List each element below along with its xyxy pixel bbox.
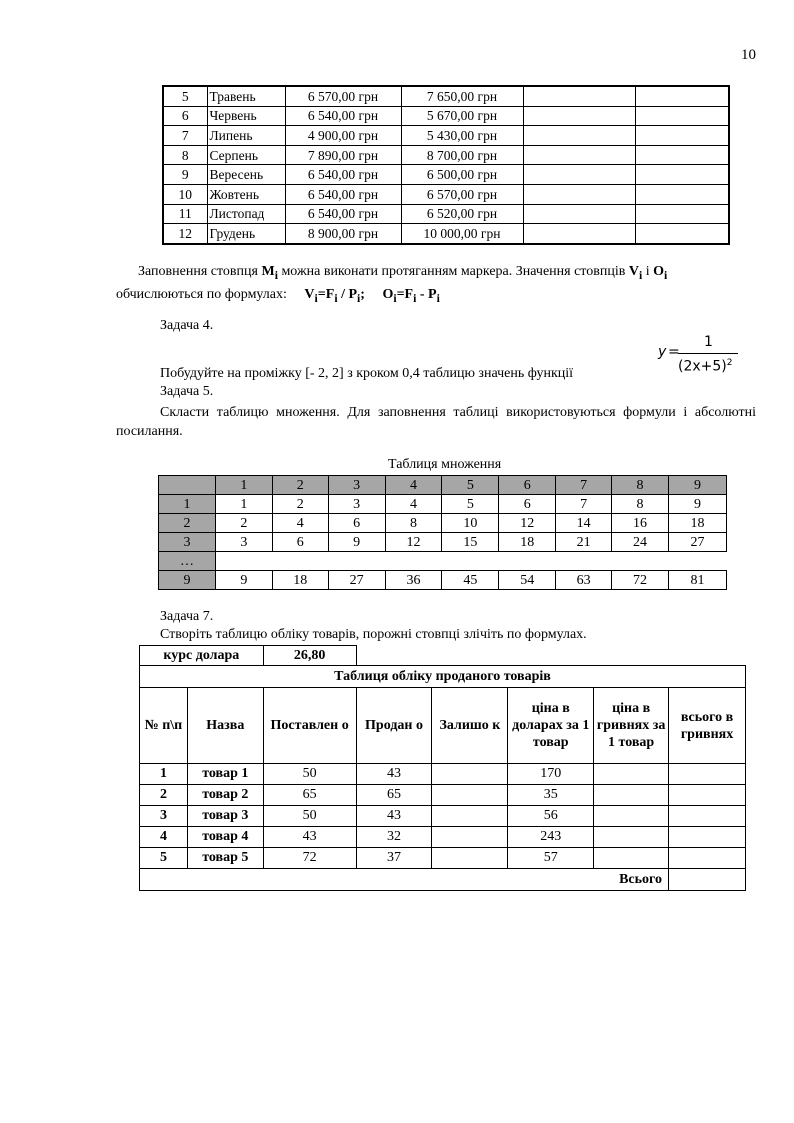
mult-cell: 15	[442, 533, 499, 552]
mult-cell: 6	[272, 533, 328, 552]
goods-number: 1	[140, 764, 188, 785]
mult-cell: 14	[556, 514, 612, 533]
goods-supplied: 50	[263, 806, 356, 827]
page-number: 10	[741, 47, 756, 63]
mult-row-label: 9	[159, 571, 216, 590]
goods-price-uah	[594, 764, 669, 785]
goods-name: товар 1	[187, 764, 263, 785]
goods-price-usd: 57	[508, 848, 594, 869]
month-number: 10	[163, 184, 207, 204]
mult-header-cell: 8	[612, 476, 669, 495]
goods-price-uah	[594, 827, 669, 848]
goods-row	[140, 827, 746, 848]
mult-cell: 9	[328, 533, 385, 552]
goods-name: товар 3	[187, 806, 263, 827]
total-label: Всього	[140, 869, 669, 891]
mult-cell: 3	[328, 495, 385, 514]
goods-price-uah	[594, 785, 669, 806]
month-row	[163, 145, 729, 165]
month-empty-cell	[523, 126, 635, 146]
mult-row	[159, 533, 727, 552]
goods-remaining	[432, 848, 508, 869]
goods-header-cell: всього в гривнях	[669, 688, 746, 764]
month-empty-cell	[523, 145, 635, 165]
month-fact: 6 570,00 грн	[401, 184, 523, 204]
goods-remaining	[432, 827, 508, 848]
month-empty-cell	[523, 165, 635, 185]
month-number: 12	[163, 224, 207, 244]
goods-name: товар 5	[187, 848, 263, 869]
formula-numerator: 1	[704, 334, 713, 350]
month-empty-cell	[635, 106, 729, 126]
mult-cell: 3	[215, 533, 272, 552]
goods-header-cell: Залишо к	[432, 688, 508, 764]
mult-cell: 12	[385, 533, 442, 552]
goods-header-cell: ціна в гривнях за 1 товар	[594, 688, 669, 764]
goods-supplied: 43	[263, 827, 356, 848]
month-empty-cell	[635, 224, 729, 244]
rate-value: 26,80	[263, 646, 356, 666]
month-fact: 5 670,00 грн	[401, 106, 523, 126]
mult-header-cell: 2	[272, 476, 328, 495]
mult-cell: 4	[385, 495, 442, 514]
mult-header-cell: 1	[215, 476, 272, 495]
month-empty-cell	[635, 86, 729, 106]
month-fact: 8 700,00 грн	[401, 145, 523, 165]
goods-supplied: 50	[263, 764, 356, 785]
goods-header-cell: Назва	[187, 688, 263, 764]
month-number: 5	[163, 86, 207, 106]
mult-cell: 10	[442, 514, 499, 533]
goods-price-uah	[594, 848, 669, 869]
mult-cell: 21	[556, 533, 612, 552]
mult-cell: 8	[385, 514, 442, 533]
goods-total-uah	[669, 806, 746, 827]
goods-table	[139, 645, 746, 891]
month-plan: 6 540,00 грн	[285, 204, 401, 224]
mult-cell: 24	[612, 533, 669, 552]
goods-total-uah	[669, 785, 746, 806]
mult-cell: 1	[215, 495, 272, 514]
task7-title: Задача 7.	[160, 609, 214, 624]
mult-row	[159, 571, 727, 590]
month-empty-cell	[523, 224, 635, 244]
month-empty-cell	[523, 106, 635, 126]
month-number: 8	[163, 145, 207, 165]
mult-cell: 45	[442, 571, 499, 590]
month-empty-cell	[635, 165, 729, 185]
goods-supplied: 65	[263, 785, 356, 806]
mult-header-cell: 3	[328, 476, 385, 495]
month-row	[163, 165, 729, 185]
month-name: Вересень	[207, 165, 285, 185]
month-plan: 6 540,00 грн	[285, 184, 401, 204]
paragraph-fill-columns: Заповнення стовпця $M_i$ можна виконати протяганням маркера. Значення стовпців $V_i$ і $O_i$ обчислюються по формулах: $V_i=F_i / P_i$; $O_i=F_i - P_i$	[116, 264, 668, 305]
goods-header-cell: ціна в доларах за 1 товар	[508, 688, 594, 764]
month-fact: 6 520,00 грн	[401, 204, 523, 224]
mult-cell: 2	[215, 514, 272, 533]
month-fact: 5 430,00 грн	[401, 126, 523, 146]
mult-cell: 18	[499, 533, 556, 552]
mult-cell: 72	[612, 571, 669, 590]
goods-row	[140, 764, 746, 785]
month-number: 7	[163, 126, 207, 146]
goods-header-cell: Продан о	[356, 688, 432, 764]
mult-header-row	[159, 476, 727, 495]
mult-table-caption: Таблиця множення	[388, 457, 502, 472]
mult-header-cell: 9	[669, 476, 727, 495]
month-number: 6	[163, 106, 207, 126]
month-plan: 6 540,00 грн	[285, 165, 401, 185]
mult-cell: 6	[499, 495, 556, 514]
month-name: Жовтень	[207, 184, 285, 204]
goods-row	[140, 806, 746, 827]
goods-remaining	[432, 764, 508, 785]
goods-price-usd: 35	[508, 785, 594, 806]
goods-price-usd: 56	[508, 806, 594, 827]
mult-cell: 6	[328, 514, 385, 533]
month-name: Травень	[207, 86, 285, 106]
mult-cell: 54	[499, 571, 556, 590]
multiplication-table	[158, 475, 727, 590]
mult-row-label: 1	[159, 495, 216, 514]
goods-sold: 43	[356, 806, 432, 827]
mult-cell: 36	[385, 571, 442, 590]
month-plan: 4 900,00 грн	[285, 126, 401, 146]
mult-corner-cell	[159, 476, 216, 495]
task4-text: Побудуйте на проміжку [- 2, 2] з кроком 0,4 таблицю значень функції	[160, 366, 574, 381]
mult-cell: 4	[272, 514, 328, 533]
goods-total-uah	[669, 848, 746, 869]
mult-row-label: 3	[159, 533, 216, 552]
month-plan: 8 900,00 грн	[285, 224, 401, 244]
mult-cell: 9	[215, 571, 272, 590]
month-plan: 6 540,00 грн	[285, 106, 401, 126]
goods-sold: 32	[356, 827, 432, 848]
goods-name: товар 2	[187, 785, 263, 806]
goods-total-uah	[669, 827, 746, 848]
task5-text: Скласти таблицю множення. Для заповнення таблиці використовуються формули і абсолютні посилання.	[116, 405, 756, 439]
month-plan: 6 570,00 грн	[285, 86, 401, 106]
goods-number: 2	[140, 785, 188, 806]
goods-name: товар 4	[187, 827, 263, 848]
mult-cell: 27	[669, 533, 727, 552]
formula-eq: =	[668, 344, 680, 360]
goods-supplied: 72	[263, 848, 356, 869]
goods-sold: 43	[356, 764, 432, 785]
mult-cell: 7	[556, 495, 612, 514]
goods-header-cell: Поставлен о	[263, 688, 356, 764]
goods-sold: 65	[356, 785, 432, 806]
month-number: 11	[163, 204, 207, 224]
mult-row	[159, 514, 727, 533]
mult-cell: 27	[328, 571, 385, 590]
month-empty-cell	[523, 184, 635, 204]
months-table	[162, 85, 730, 245]
month-empty-cell	[635, 126, 729, 146]
formula-lhs: y	[658, 344, 667, 360]
month-fact: 6 500,00 грн	[401, 165, 523, 185]
task4-title: Задача 4.	[160, 318, 214, 333]
mult-cell: 16	[612, 514, 669, 533]
mult-cell: 9	[669, 495, 727, 514]
mult-ellipsis-row	[159, 552, 727, 571]
task5-title: Задача 5.	[160, 384, 214, 399]
formula-denominator: $(2x+5)^2$	[678, 358, 733, 375]
goods-price-uah	[594, 806, 669, 827]
month-fact: 10 000,00 грн	[401, 224, 523, 244]
mult-header-cell: 4	[385, 476, 442, 495]
month-name: Грудень	[207, 224, 285, 244]
month-plan: 7 890,00 грн	[285, 145, 401, 165]
mult-cell: 5	[442, 495, 499, 514]
goods-header-cell: № п\п	[140, 688, 188, 764]
month-row	[163, 204, 729, 224]
mult-row-label: 2	[159, 514, 216, 533]
month-row	[163, 224, 729, 244]
fraction-bar	[678, 353, 738, 354]
goods-table-title: Таблиця обліку проданого товарів	[140, 666, 746, 688]
goods-number: 3	[140, 806, 188, 827]
month-name: Листопад	[207, 204, 285, 224]
task7-text: Створіть таблицю обліку товарів, порожні стовпці злічіть по формулах.	[160, 627, 587, 642]
month-empty-cell	[523, 86, 635, 106]
month-name: Серпень	[207, 145, 285, 165]
goods-number: 5	[140, 848, 188, 869]
month-empty-cell	[635, 184, 729, 204]
goods-remaining	[432, 806, 508, 827]
mult-header-cell: 7	[556, 476, 612, 495]
mult-cell: 12	[499, 514, 556, 533]
goods-remaining	[432, 785, 508, 806]
rate-label: курс долара	[140, 646, 264, 666]
mult-ellipsis: …	[159, 552, 216, 571]
month-name: Липень	[207, 126, 285, 146]
goods-total-uah	[669, 764, 746, 785]
month-row	[163, 184, 729, 204]
month-row	[163, 126, 729, 146]
month-empty-cell	[635, 145, 729, 165]
goods-sold: 37	[356, 848, 432, 869]
mult-gap	[215, 552, 726, 571]
goods-price-usd: 170	[508, 764, 594, 785]
month-fact: 7 650,00 грн	[401, 86, 523, 106]
month-number: 9	[163, 165, 207, 185]
mult-cell: 8	[612, 495, 669, 514]
mult-header-cell: 6	[499, 476, 556, 495]
mult-header-cell: 5	[442, 476, 499, 495]
mult-cell: 63	[556, 571, 612, 590]
month-empty-cell	[523, 204, 635, 224]
goods-row	[140, 848, 746, 869]
goods-row	[140, 785, 746, 806]
mult-cell: 18	[272, 571, 328, 590]
mult-row	[159, 495, 727, 514]
month-empty-cell	[635, 204, 729, 224]
mult-cell: 81	[669, 571, 727, 590]
total-value	[669, 869, 746, 891]
month-name: Червень	[207, 106, 285, 126]
goods-number: 4	[140, 827, 188, 848]
mult-cell: 2	[272, 495, 328, 514]
month-row	[163, 106, 729, 126]
month-row	[163, 86, 729, 106]
goods-price-usd: 243	[508, 827, 594, 848]
mult-cell: 18	[669, 514, 727, 533]
